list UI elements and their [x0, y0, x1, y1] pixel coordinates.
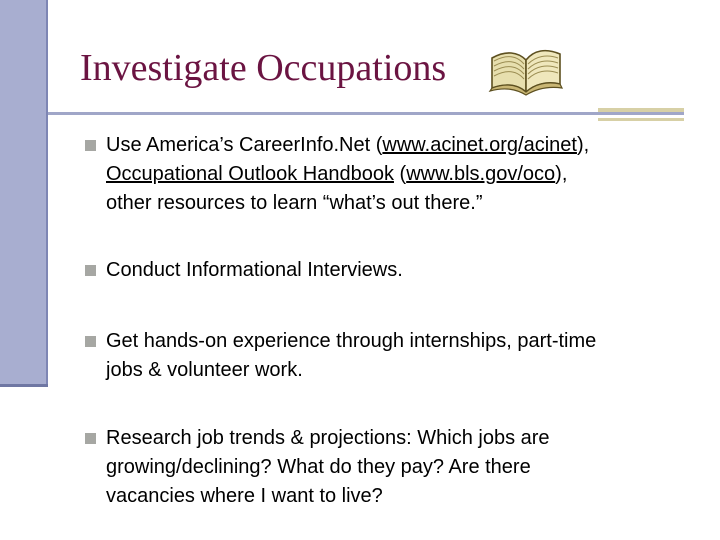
bullet-item: [85, 131, 695, 218]
bullet-text: [106, 327, 695, 385]
bullet-line: other resources to learn “what’s out there.”: [106, 192, 483, 214]
bullet-text-middle: .Net (: [333, 134, 383, 156]
bullet-text-middle: (: [393, 163, 407, 185]
bullet-line: [106, 160, 695, 189]
bullet-line: growing/declining? What do they pay? Are there: [106, 456, 531, 478]
slide-title: Investigate Occupations: [80, 47, 447, 89]
bullet-text: [106, 256, 695, 285]
bullet-text-suffix: ),: [555, 163, 568, 185]
bullet-line: Research job trends & projections: Which jobs are: [106, 427, 550, 449]
bullet-text-info: Info: [300, 134, 334, 156]
bullet-line: vacancies where I want to live?: [106, 485, 383, 507]
square-bullet-icon: [85, 265, 96, 276]
bullet-line: [106, 131, 695, 160]
bullet-line: Get hands-on experience through internships, part-time: [106, 330, 597, 352]
bullet-item: [85, 256, 695, 285]
square-bullet-icon: [85, 433, 96, 444]
occupational-outlook-handbook-link[interactable]: Occupational Outlook Handbook: [106, 163, 394, 185]
acinet-link[interactable]: www.acinet.org/acinet: [382, 134, 577, 156]
square-bullet-icon: [85, 336, 96, 347]
square-bullet-icon: [85, 140, 96, 151]
bullet-text-suffix: ),: [576, 134, 590, 156]
bls-link[interactable]: www.bls.gov/oco: [406, 163, 556, 185]
bullet-line: Conduct Informational Interviews.: [106, 259, 403, 281]
bullet-line: jobs & volunteer work.: [106, 359, 303, 381]
bullet-text: [106, 131, 695, 218]
bullet-text-prefix: Use America’s Career: [106, 134, 301, 156]
bullet-item: [85, 327, 695, 385]
bullet-text: [106, 424, 695, 511]
bullet-item: [85, 424, 695, 511]
